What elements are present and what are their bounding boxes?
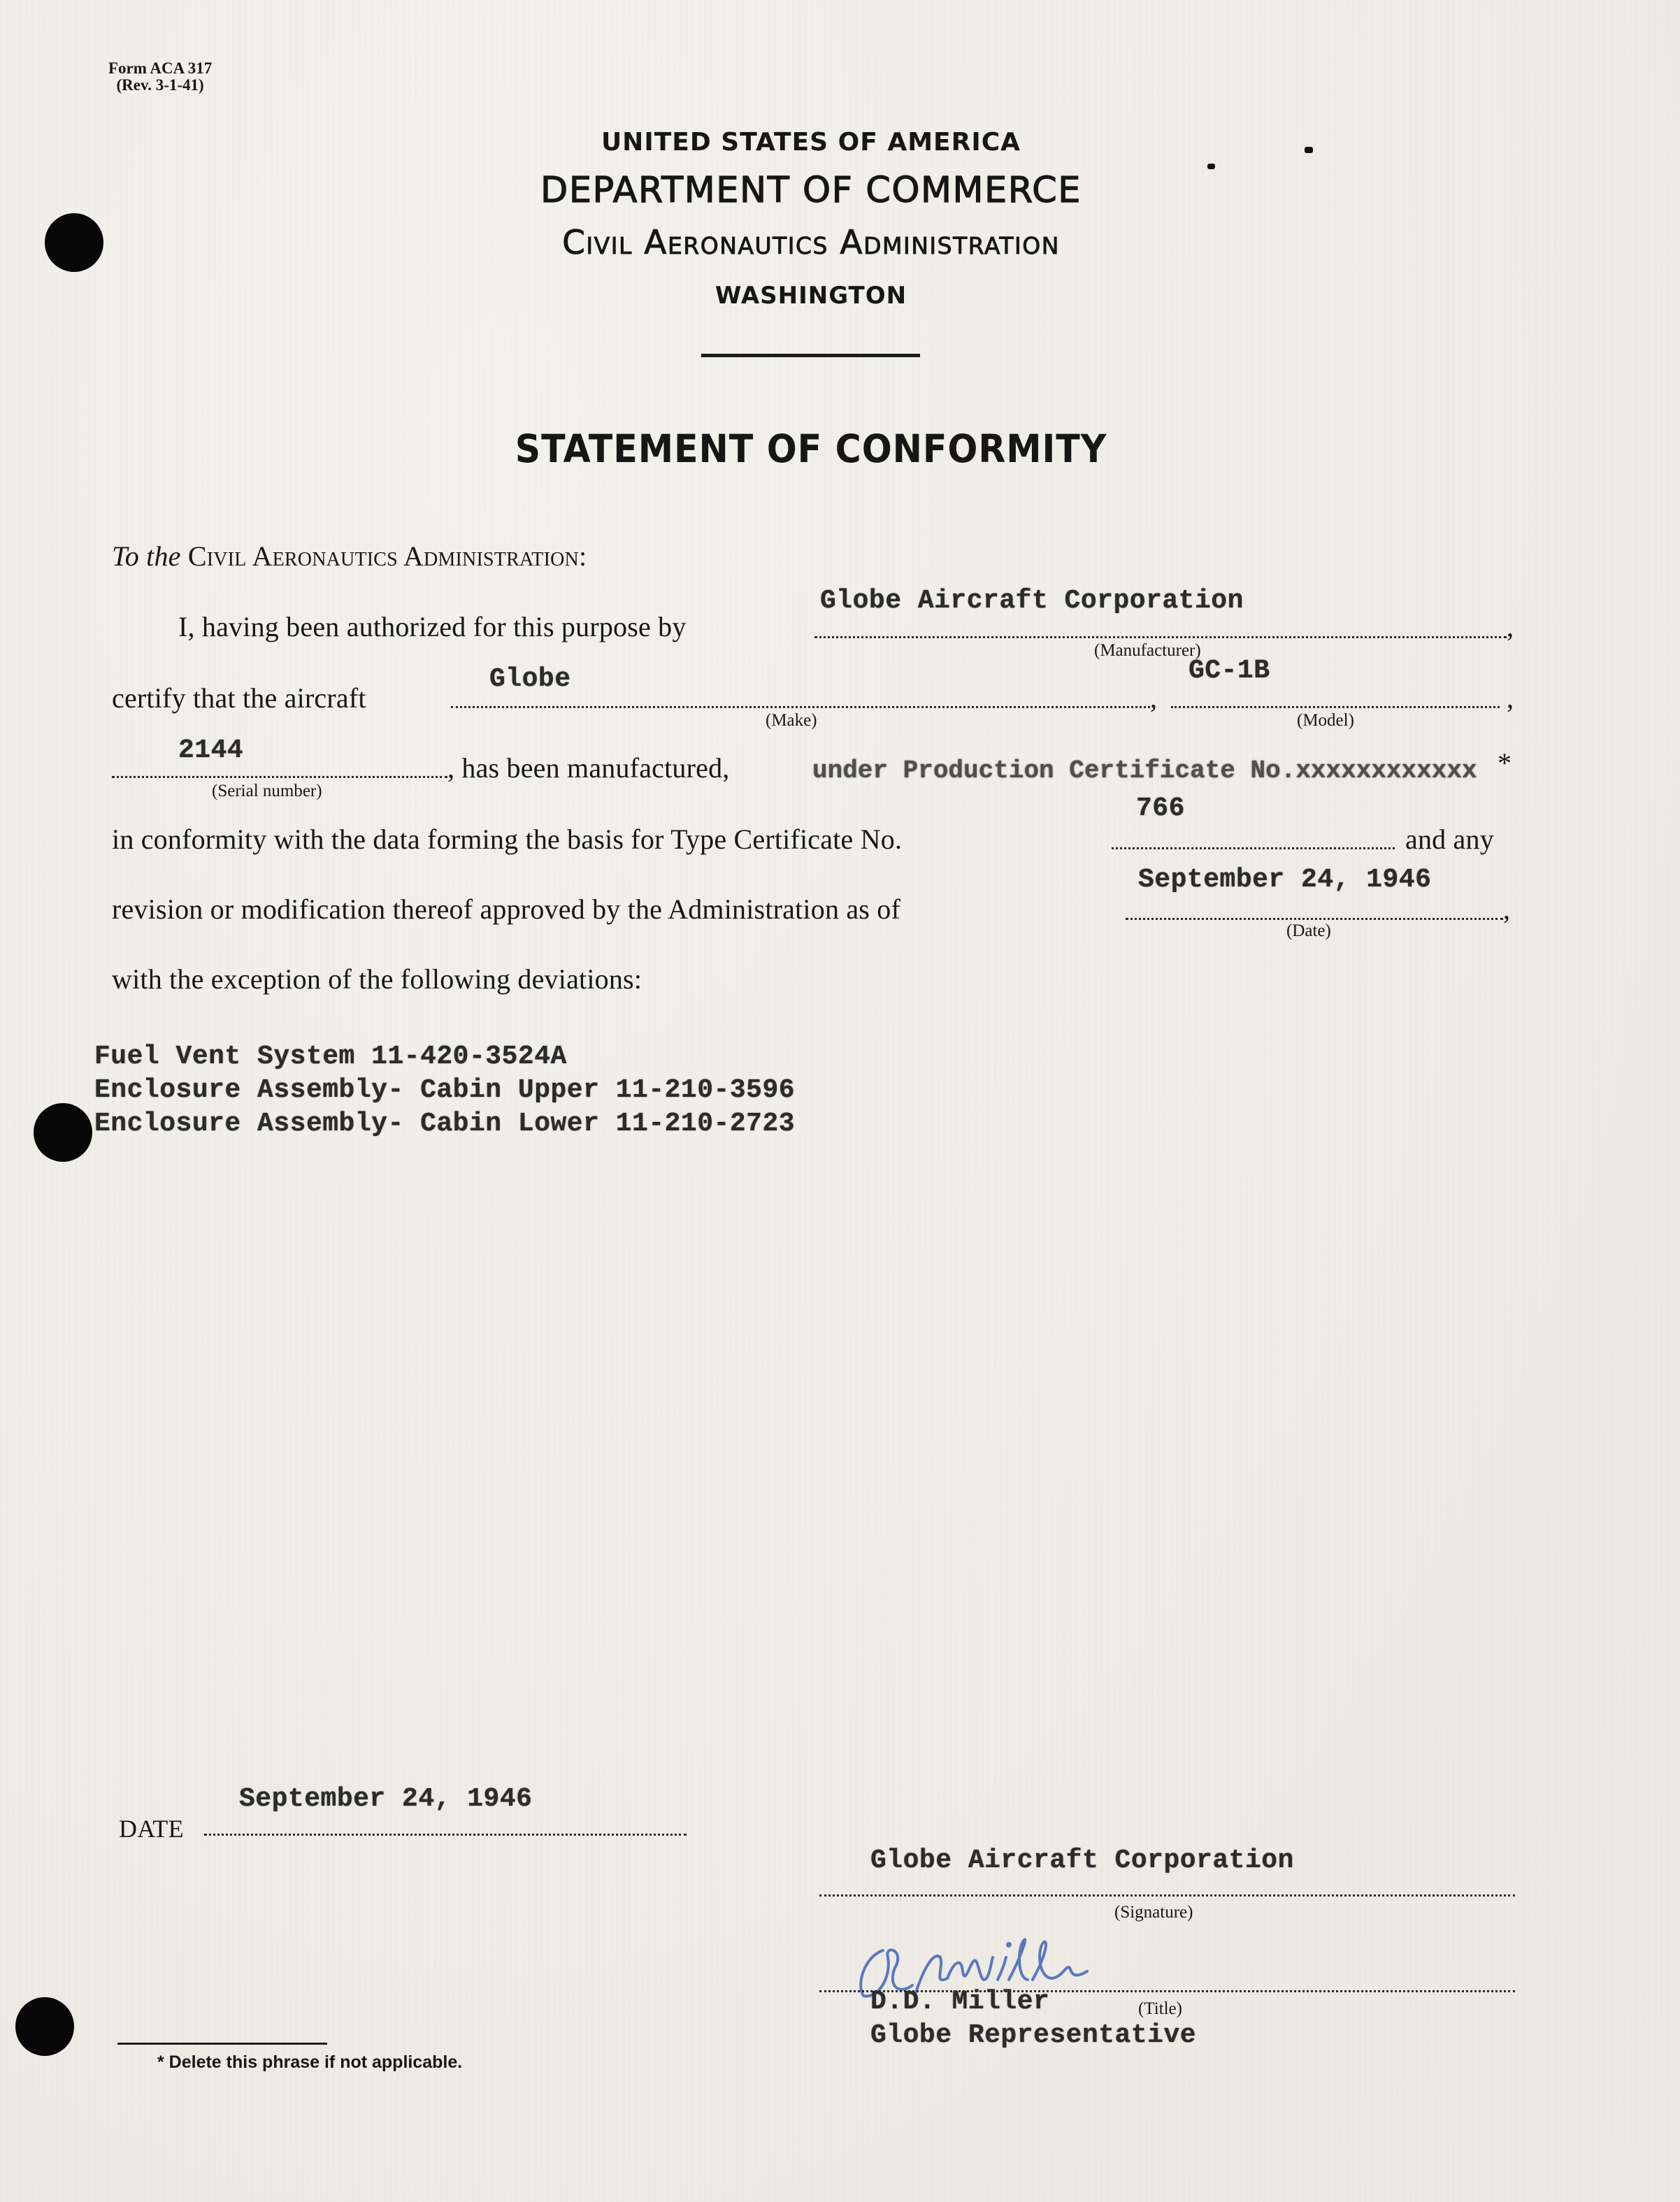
form-number-text: Form ACA 317 [108, 59, 213, 77]
manufacturer-label: (Manufacturer) [1094, 641, 1201, 660]
date-label: (Date) [1286, 921, 1331, 940]
salutation-colon: : [578, 540, 587, 572]
footnote-asterisk: * [1498, 747, 1512, 779]
signature-label: (Signature) [1114, 1903, 1193, 1922]
statement-line-1: I, having been authorized for this purpose by [178, 611, 687, 642]
salutation-prefix: To the [112, 540, 181, 572]
make-field-line [451, 706, 1150, 708]
company-signature-field[interactable]: Globe Aircraft Corporation [870, 1845, 1294, 1876]
make-field[interactable]: Globe [489, 664, 571, 694]
header-city: WASHINGTON [715, 282, 907, 310]
signer-name[interactable]: D.D. Miller [870, 1987, 1050, 2017]
punch-hole-middle [34, 1103, 92, 1162]
approval-date-field[interactable]: September 24, 1946 [1138, 865, 1432, 895]
struck-production-certificate: under Production Certificate No.xxxxxxxxxxxx [812, 756, 1477, 785]
make-label: (Make) [766, 711, 817, 730]
salutation-addressee: Civil Aeronautics Administration [187, 540, 579, 572]
header-country: UNITED STATES OF AMERICA [601, 128, 1021, 157]
comma: , [1507, 611, 1514, 642]
statement-line-3: , has been manufactured, [447, 752, 730, 784]
form-revision-text: (Rev. 3-1-41) [116, 76, 204, 94]
model-field-line [1171, 706, 1500, 708]
statement-line-5: revision or modification thereof approved by the Administration as of [112, 893, 900, 925]
deviation-item: Enclosure Assembly- Cabin Lower 11-210-2723 [94, 1109, 796, 1139]
serial-label: (Serial number) [212, 782, 322, 800]
deviation-item: Enclosure Assembly- Cabin Upper 11-210-3596 [94, 1075, 796, 1105]
manufacturer-field[interactable]: Globe Aircraft Corporation [820, 586, 1244, 616]
footnote-divider [117, 2043, 327, 2045]
serial-field-line [112, 776, 447, 778]
title-label: (Title) [1138, 1999, 1182, 2018]
approval-date-field-line [1126, 918, 1503, 920]
header-divider [701, 354, 920, 357]
model-label: (Model) [1297, 711, 1354, 730]
model-field[interactable]: GC-1B [1189, 656, 1270, 686]
signer-title[interactable]: Globe Representative [870, 2020, 1197, 2050]
deviation-item: Fuel Vent System 11-420-3524A [94, 1042, 567, 1072]
punch-hole-bottom [15, 1997, 74, 2056]
salutation [112, 540, 587, 573]
header-department: DEPARTMENT OF COMMERCE [540, 170, 1082, 211]
statement-line-6: with the exception of the following deviations: [112, 963, 642, 995]
footnote-text: * Delete this phrase if not applicable. [157, 2052, 463, 2072]
header-agency [0, 224, 1622, 262]
signed-date-field-line [204, 1834, 687, 1836]
statement-line-4: in conformity with the data forming the basis for Type Certificate No. [112, 823, 903, 855]
header-agency-text: Civil Aeronautics Administration [562, 224, 1060, 262]
document-title: STATEMENT OF CONFORMITY [515, 426, 1107, 471]
signed-date-field[interactable]: September 24, 1946 [239, 1784, 533, 1814]
form-number [108, 60, 212, 94]
serial-number-field[interactable]: 2144 [178, 735, 244, 765]
comma: , [1503, 893, 1511, 925]
type-certificate-field-line [1112, 847, 1395, 849]
comma: , [1507, 682, 1514, 714]
statement-line-2: certify that the aircraft [112, 682, 366, 714]
type-certificate-field[interactable]: 766 [1136, 793, 1185, 823]
ink-speck [1207, 164, 1215, 169]
statement-line-4-suffix: and any [1405, 823, 1494, 855]
date-label-bottom: DATE [119, 1815, 184, 1843]
manufacturer-field-line [814, 636, 1507, 638]
signature-field-line [819, 1894, 1515, 1897]
comma: , [1150, 682, 1158, 714]
